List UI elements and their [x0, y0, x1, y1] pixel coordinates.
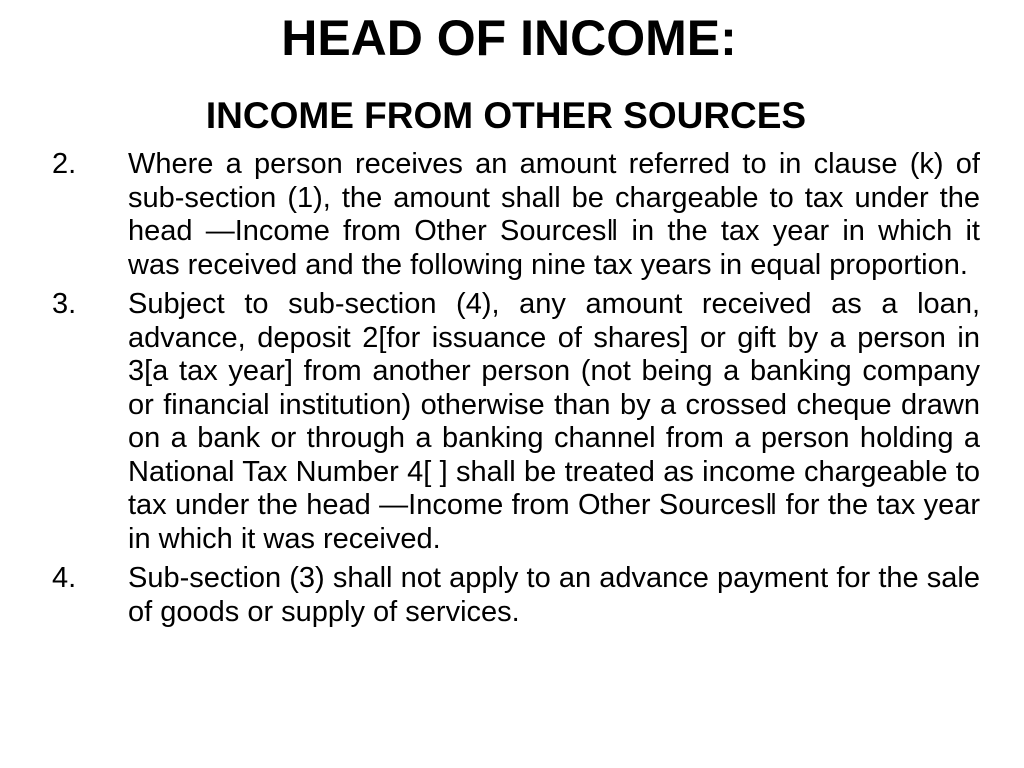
clause-number: 4. — [52, 562, 77, 594]
clause-list — [52, 148, 980, 635]
list-item — [52, 562, 980, 629]
clause-number: 3. — [52, 288, 77, 320]
clause-text: Subject to sub-section (4), any amount received as a loan, advance, deposit 2[for issuance of shares] or gift by a person in 3[a tax year] from another person (not being a banking company or financial institution) otherwise than by a crossed cheque drawn on a bank or through a banking channel from a person holding a National Tax Number 4[ ] shall be treated as income chargeable to tax under the head —Income from Other Sources‖ for the tax year in which it was received. — [128, 288, 980, 555]
slide-subtitle: INCOME FROM OTHER SOURCES — [205, 95, 807, 136]
clause-number: 2. — [52, 148, 77, 180]
list-item — [52, 288, 980, 556]
clause-text: Where a person receives an amount referred to in clause (k) of sub-section (1), the amount shall be chargeable to tax under the head —Income from Other Sources‖ in the tax year in which it was received and the following nine tax years in equal proportion. — [128, 148, 980, 281]
slide-title: HEAD OF INCOME: — [281, 10, 737, 66]
clause-text: Sub-section (3) shall not apply to an advance payment for the sale of goods or supply of services. — [128, 562, 980, 628]
list-item — [52, 148, 980, 282]
